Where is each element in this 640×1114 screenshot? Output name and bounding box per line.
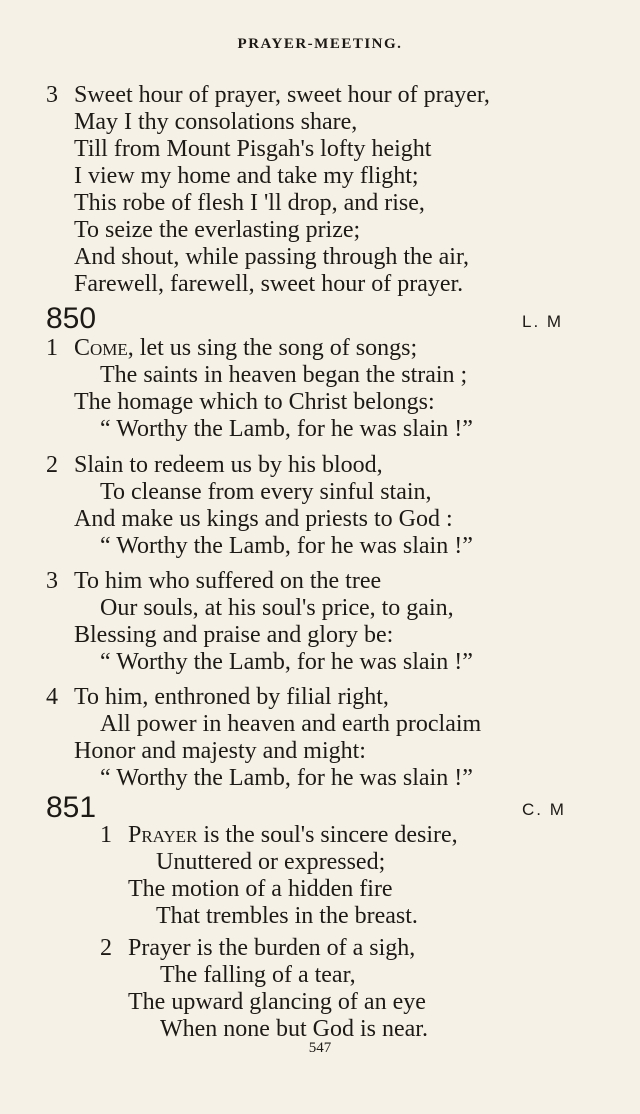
verse-line: The homage which to Christ belongs: [74,389,435,415]
page-number: 547 [308,1040,332,1056]
meter-label: C. M [522,800,566,819]
verse-number: 3 [46,568,58,594]
verse-number: 1 [46,335,58,361]
verse-line: To seize the everlasting prize; [74,217,361,243]
verse-line: When none but God is near. [160,1016,428,1042]
verse-line: Blessing and praise and glory be: [74,622,394,648]
verse-line: Prayer is the soul's sincere desire, [128,822,458,848]
verse-line: To cleanse from every sinful stain, [100,479,432,505]
first-word: Prayer [128,822,198,848]
verse-number: 4 [46,684,58,710]
verse-line: I view my home and take my flight; [74,163,419,189]
verse-line: Honor and majesty and might: [74,738,366,764]
verse-line: May I thy consolations share, [74,109,358,135]
verse-line: The upward glancing of an eye [128,989,426,1015]
verse-line: The falling of a tear, [160,962,356,988]
verse-line: Till from Mount Pisgah's lofty height [74,136,432,162]
verse-line: “ Worthy the Lamb, for he was slain !” [100,649,473,675]
hymn-number: 851 [46,791,97,824]
verse-line: To him, enthroned by filial right, [74,684,389,710]
verse-number: 1 [100,822,112,848]
first-word: Come, [74,335,134,361]
verse-line: Farewell, farewell, sweet hour of prayer. [74,271,464,297]
verse-line: To him who suffered on the tree [74,568,382,594]
verse-line: “ Worthy the Lamb, for he was slain !” [100,765,473,791]
verse-line: That trembles in the breast. [156,903,418,929]
verse-line: And shout, while passing through the air, [74,244,469,270]
verse-line: And make us kings and priests to God : [74,506,453,532]
hymn-number: 850 [46,302,97,335]
verse-number: 2 [46,452,58,478]
verse-number: 3 [46,82,58,108]
verse-line: Prayer is the burden of a sigh, [128,935,416,961]
verse-line: All power in heaven and earth proclaim [100,711,482,737]
verse-line: The saints in heaven began the strain ; [100,362,468,388]
verse-line: Sweet hour of prayer, sweet hour of prayer, [74,82,490,108]
verse-number: 2 [100,935,112,961]
verse-line: Our souls, at his soul's price, to gain, [100,595,454,621]
verse-line: Come, let us sing the song of songs; [74,335,418,361]
verse-line: Unuttered or expressed; [156,849,386,875]
meter-label: L. M [522,312,564,331]
verse-line: “ Worthy the Lamb, for he was slain !” [100,533,473,559]
running-head: PRAYER-MEETING. [237,36,403,52]
verse-line: The motion of a hidden fire [128,876,393,902]
verse-line: This robe of flesh I 'll drop, and rise, [74,190,425,216]
verse-line: “ Worthy the Lamb, for he was slain !” [100,416,473,442]
verse-line: Slain to redeem us by his blood, [74,452,383,478]
